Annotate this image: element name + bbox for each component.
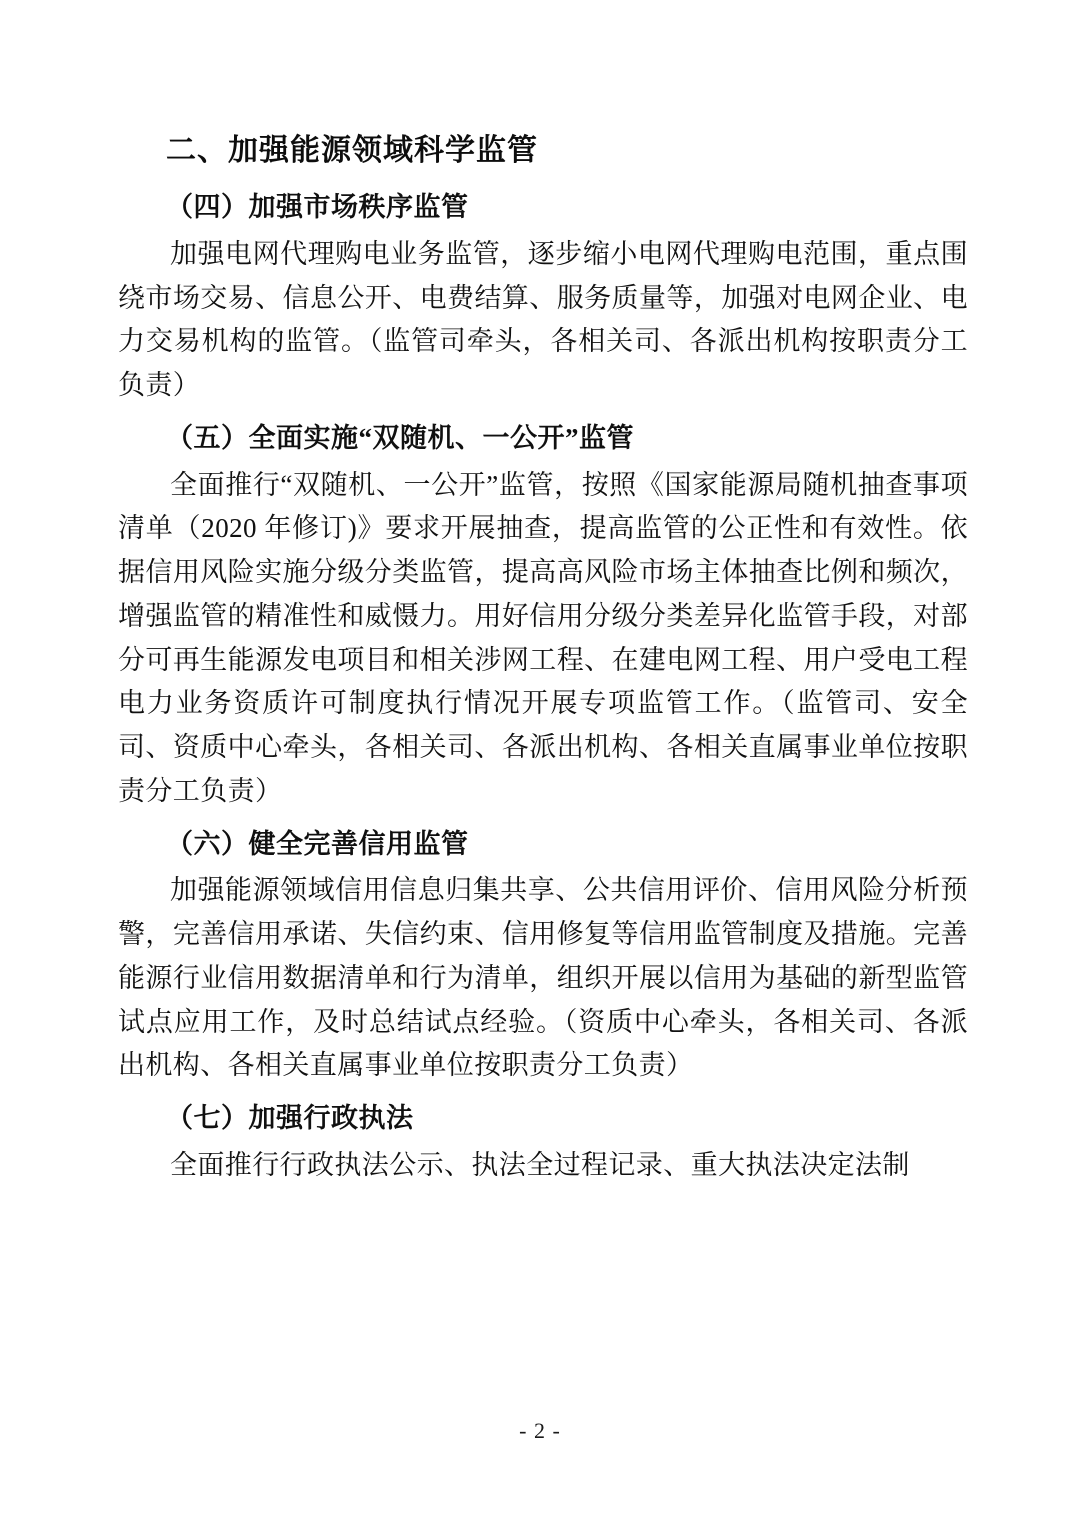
section-four-paragraph-1: 加强电网代理购电业务监管，逐步缩小电网代理购电范围，重点围绕市场交易、信息公开、电费结算、服务质量等，加强对电网企业、电力交易机构的监管。（监管司牵头，各相关司、各派出机构按职责分工负责） <box>118 238 968 401</box>
section-six-paragraph-1: 加强能源领域信用信息归集共享、公共信用评价、信用风险分析预警，完善信用承诺、失信约束、信用修复等信用监管制度及措施。完善能源行业信用数据清单和行为清单，组织开展以信用为基础的新型监管试点应用工作，及时总结试点经验。（资质中心牵头，各相关司、各派出机构、各相关直属事业单位按职责分工负责） <box>118 875 968 1081</box>
page-number: - 2 - <box>519 1418 561 1443</box>
document-body <box>118 128 968 1192</box>
section-title-six: （六）健全完善信用监管 <box>166 828 469 859</box>
page-title: 二、加强能源领域科学监管 <box>166 134 538 167</box>
section-seven-paragraph-1: 全面推行行政执法公示、执法全过程记录、重大执法决定法制 <box>170 1149 910 1180</box>
section-title-four: （四）加强市场秩序监管 <box>166 192 469 222</box>
section-title-seven: （七）加强行政执法 <box>166 1103 414 1134</box>
section-title-five: （五）全面实施“双随机、一公开”监管 <box>166 422 634 453</box>
section-five-paragraph-1: 全面推行“双随机、一公开”监管，按照《国家能源局随机抽查事项清单（2020 年修订)》要求开展抽查，提高监管的公正性和有效性。依据信用风险实施分级分类监管，提高高风险市场主体抽查比例和频次，增强监管的精准性和威慑力。用好信用分级分类差异化监管手段，对部分可再生能源发电项目和相关涉网工程、在建电网工程、用户受电工程电力业务资质许可制度执行情况开展专项监管工作。（监管司、安全司、资质中心牵头，各相关司、各派出机构、各相关直属事业单位按职责分工负责） <box>118 469 968 806</box>
